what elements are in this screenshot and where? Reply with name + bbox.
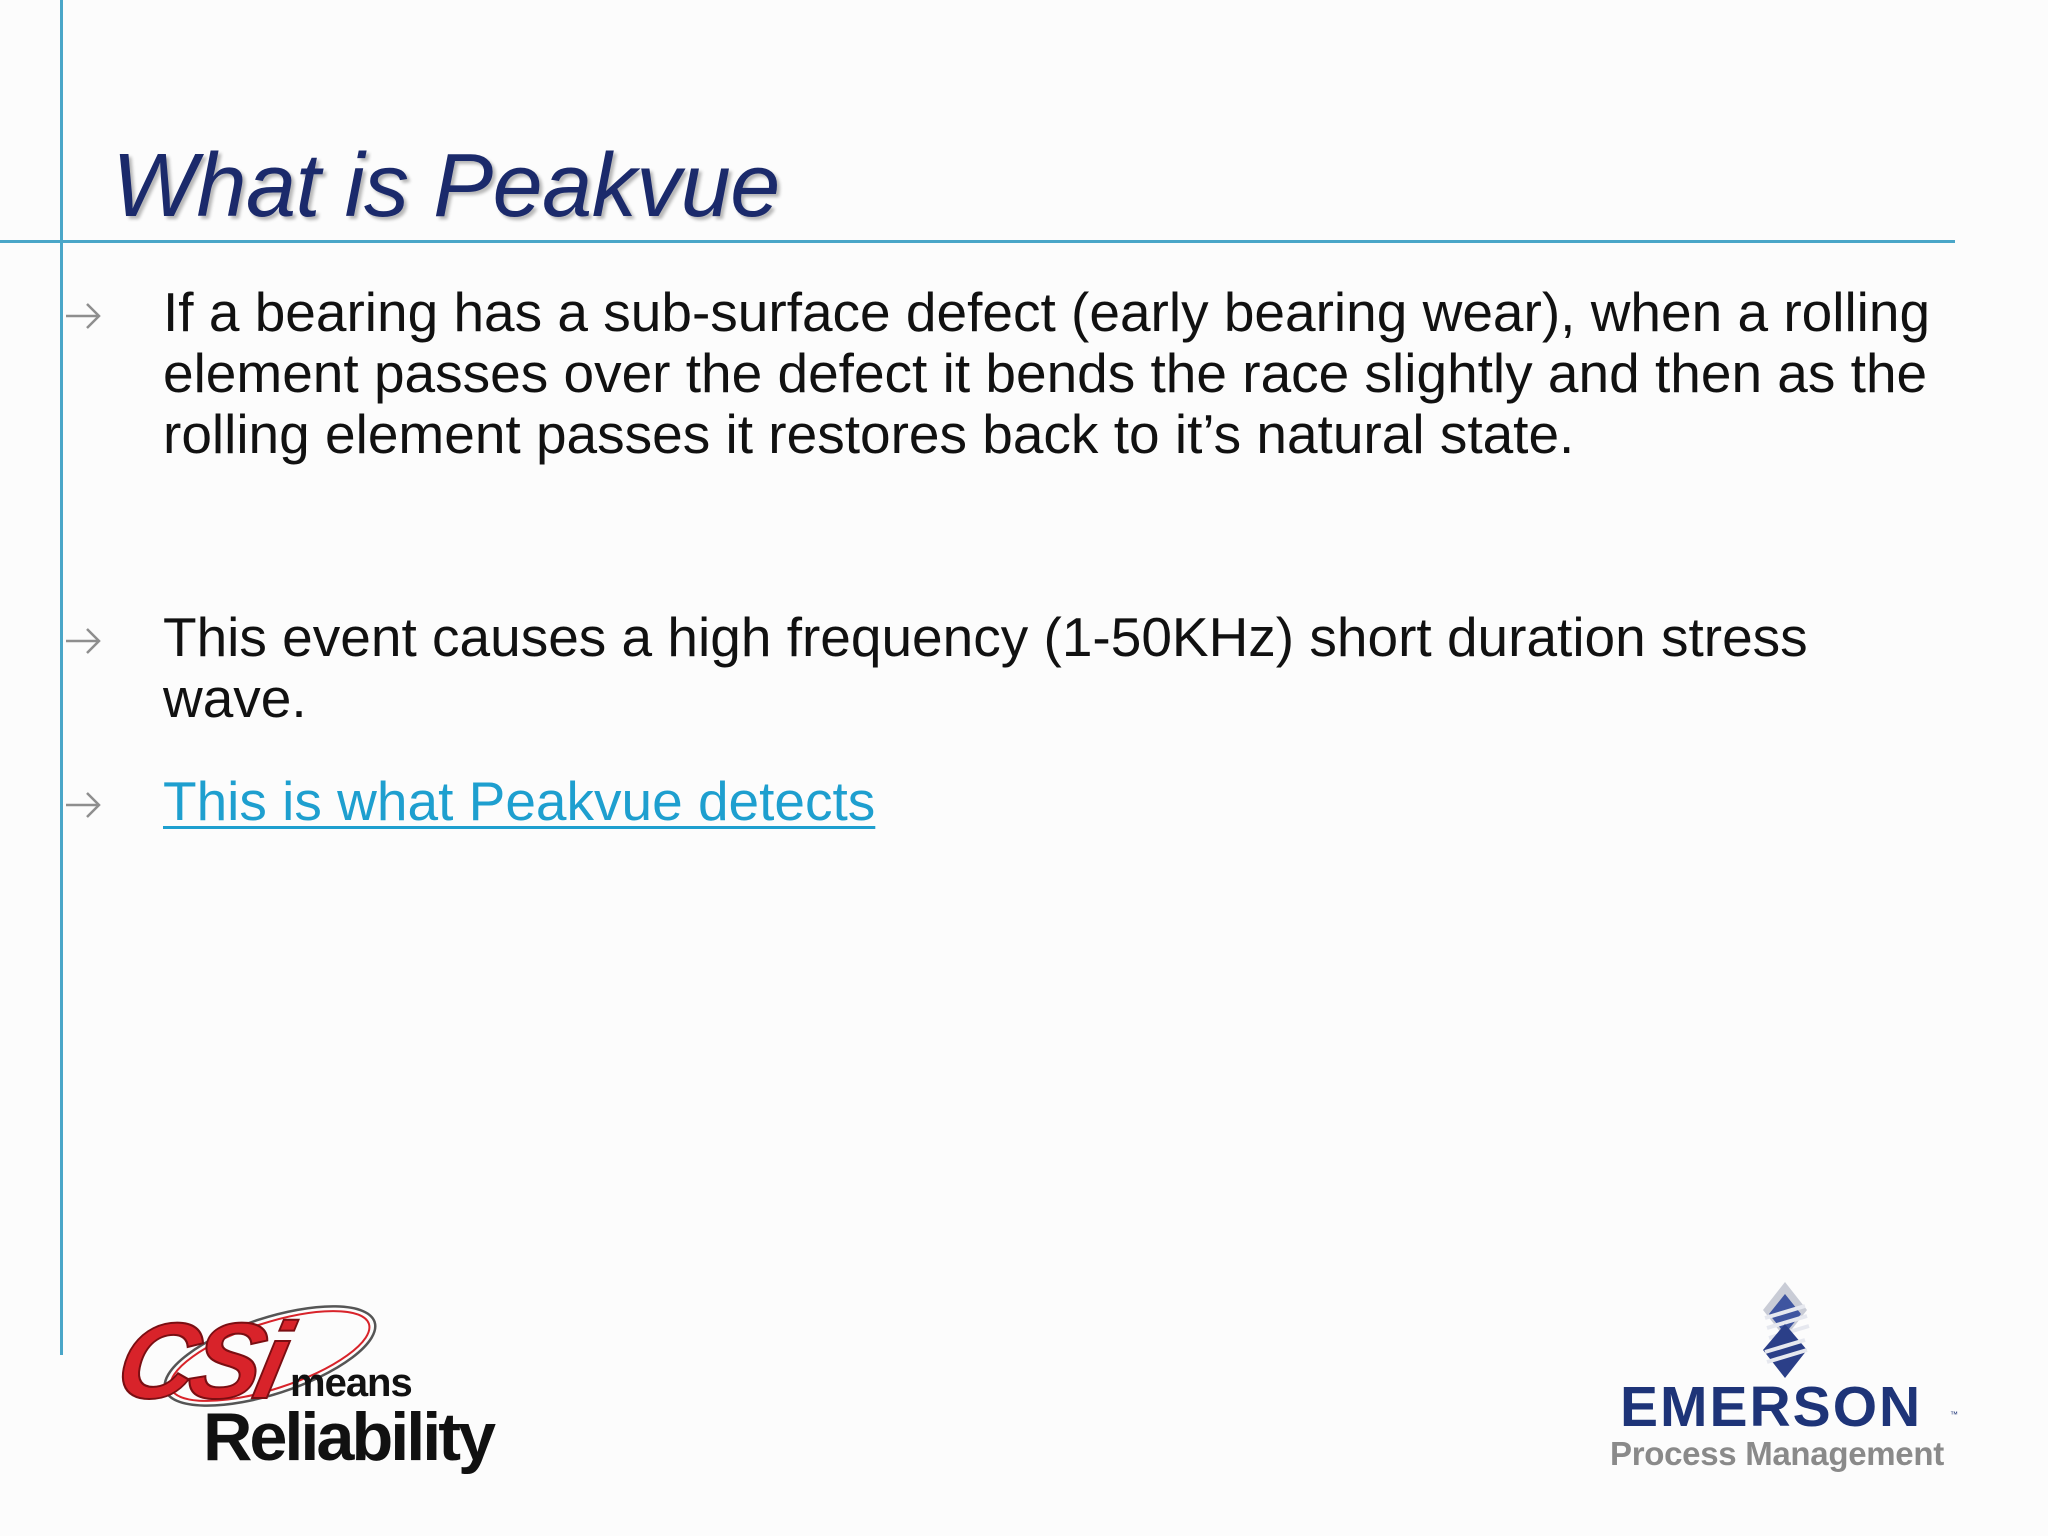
csi-logo — [85, 1300, 505, 1475]
title-underline — [0, 240, 1955, 243]
vertical-accent-line — [60, 0, 63, 1355]
emerson-logo — [1600, 1280, 1960, 1480]
arrow-right-icon — [63, 621, 103, 661]
peakvue-detects-link[interactable]: This is what Peakvue detects — [163, 770, 876, 832]
csi-reliability-text: Reliability — [203, 1399, 497, 1475]
csi-brand-text: CSi — [107, 1301, 295, 1422]
arrow-right-icon — [63, 785, 103, 825]
csi-means-text: means — [290, 1361, 412, 1405]
emerson-mark-icon — [1745, 1280, 1825, 1380]
slide-title: What is Peakvue — [112, 136, 780, 236]
emerson-subtitle: Process Management — [1610, 1435, 1944, 1472]
bullet-text: This event causes a high frequency (1-50KHz) short duration stress wave. — [163, 606, 1808, 729]
emerson-trademark: ™ — [1950, 1410, 1958, 1419]
bullet-text: If a bearing has a sub-surface defect (early bearing wear), when a rolling element passes over the defect it bends the race slightly and then as the rolling element passes it restores back to it’s natural state. — [163, 281, 1931, 465]
emerson-name: EMERSON — [1620, 1375, 1923, 1439]
arrow-right-icon — [63, 296, 103, 336]
